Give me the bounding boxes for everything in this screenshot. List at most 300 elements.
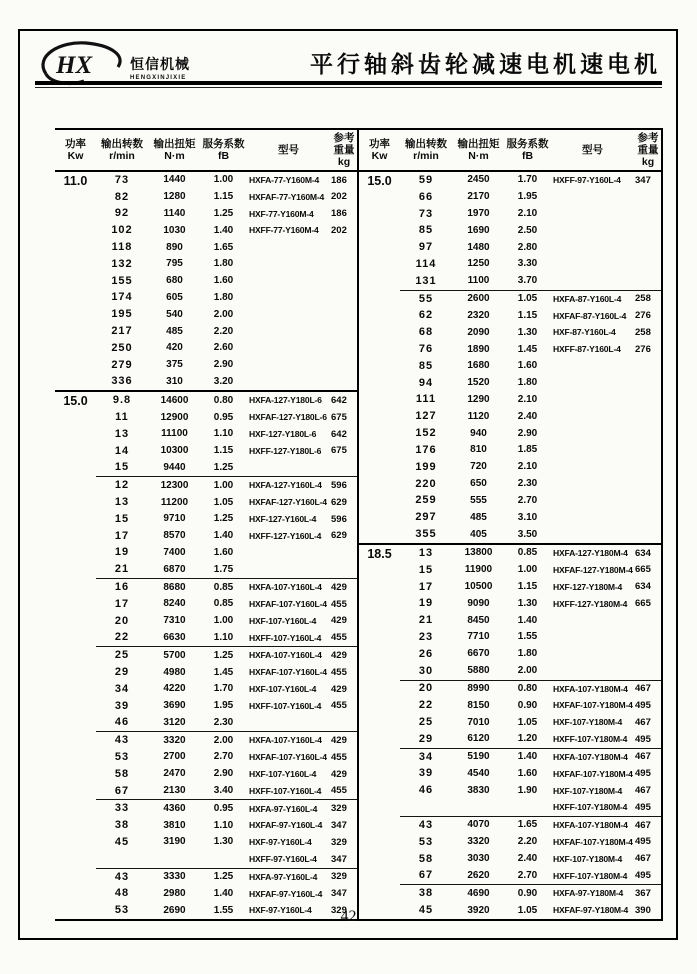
cell-weight: [331, 561, 358, 578]
cell-fb: 2.90: [517, 427, 538, 439]
cell-torque: 2130: [163, 785, 186, 797]
cell-fb: 2.70: [517, 494, 538, 506]
table-row: [359, 492, 662, 509]
cell-torque: 11900: [464, 564, 493, 576]
company-name-en: HENGXINJIXIE: [130, 74, 187, 81]
cell-torque: 2700: [163, 751, 186, 763]
cell-speed: 174: [111, 291, 133, 304]
table-row: [359, 731, 662, 748]
cell-weight: 455: [331, 785, 347, 797]
cell-torque: 405: [470, 528, 487, 540]
cell-speed: 22: [418, 699, 434, 712]
cell-model: HXFF-127-Y180M-4: [553, 598, 628, 609]
cell-fb: 3.40: [213, 785, 234, 797]
cell-weight: 629: [331, 496, 347, 508]
cell-speed: 34: [400, 748, 452, 765]
table-row: [359, 408, 662, 425]
cell-fb: 1.00: [201, 171, 246, 189]
cell-model: HXFF-107-Y180M-4: [553, 802, 628, 813]
table-row: [359, 171, 662, 189]
cell-torque: 5190: [452, 748, 505, 765]
cell-model: HXFAF-97-Y160L-4: [249, 820, 323, 831]
cell-weight: 329: [331, 904, 347, 916]
cell-weight: [331, 323, 358, 340]
cell-fb: 1.10: [213, 631, 234, 643]
cell-torque: 375: [166, 359, 183, 371]
cell-weight: [635, 256, 662, 273]
cell-speed: 38: [114, 819, 130, 832]
cell-weight: [635, 392, 662, 409]
cell-weight: 258: [635, 326, 651, 338]
cell-speed: 23: [418, 630, 434, 643]
cell-torque: 3330: [148, 868, 201, 885]
table-row: [359, 509, 662, 526]
cell-weight: 467: [635, 680, 662, 697]
cell-speed: 53: [114, 750, 130, 763]
cell-model: [246, 306, 331, 323]
cell-speed: 19: [114, 546, 130, 559]
spec-tables-container: [55, 128, 663, 921]
cell-speed: 68: [418, 326, 434, 339]
cell-fb: 0.85: [505, 544, 550, 562]
cell-fb: 1.55: [213, 904, 234, 916]
table-row: [359, 867, 662, 884]
cell-speed: 29: [418, 732, 434, 745]
cell-torque: 10300: [160, 445, 189, 457]
cell-weight: [635, 273, 662, 290]
cell-speed: 21: [418, 614, 434, 627]
cell-speed: 279: [111, 358, 133, 371]
cell-weight: 675: [331, 411, 347, 423]
cell-weight: 495: [635, 836, 651, 848]
cell-torque: 6870: [163, 563, 186, 575]
cell-weight: [635, 646, 662, 663]
table-row: [359, 714, 662, 731]
cell-weight: [635, 189, 662, 206]
cell-weight: [331, 239, 358, 256]
table-row: [359, 526, 662, 544]
cell-torque: 7310: [163, 615, 186, 627]
cell-torque: 9090: [467, 597, 490, 609]
cell-torque: 7710: [467, 631, 490, 643]
cell-speed: 13: [114, 427, 130, 440]
power-section: [359, 171, 662, 544]
cell-fb: 2.70: [213, 751, 234, 763]
cell-weight: 642: [331, 391, 358, 409]
cell-torque: 485: [470, 511, 487, 523]
cell-weight: [331, 460, 358, 477]
table-row: [359, 544, 662, 562]
cell-torque: 2090: [467, 326, 490, 338]
cell-weight: 347: [331, 819, 347, 831]
cell-model: HXFAF-97-Y180M-4: [553, 905, 629, 916]
table-row: [55, 477, 358, 494]
cell-torque: 3320: [467, 836, 490, 848]
cell-model: [550, 392, 635, 409]
cell-fb: 1.15: [517, 581, 538, 593]
cell-torque: 6630: [163, 631, 186, 643]
cell-weight: 467: [635, 817, 662, 834]
cell-model: HXFA-97-Y180M-4: [550, 885, 635, 902]
cell-fb: 1.40: [213, 224, 234, 236]
cell-model: [550, 206, 635, 223]
table-row: [55, 698, 358, 715]
cell-speed: 29: [114, 666, 130, 678]
column-header-torque: 输出扭矩 N·m: [148, 129, 201, 171]
cell-fb: 1.00: [213, 615, 234, 627]
cell-fb: 1.45: [213, 666, 234, 678]
cell-fb: 1.65: [505, 817, 550, 834]
cell-model: HXF-107-Y180M-4: [553, 785, 623, 796]
cell-fb: 2.20: [517, 836, 538, 848]
cell-model: [246, 290, 331, 307]
cell-fb: 1.15: [213, 191, 234, 203]
cell-fb: 2.90: [213, 768, 234, 780]
cell-model: HXFA-127-Y160L-4: [246, 477, 331, 494]
cell-weight: [635, 459, 662, 476]
cell-model: [246, 545, 331, 562]
table-row: [55, 528, 358, 545]
cell-weight: [331, 545, 358, 562]
cell-fb: 2.40: [517, 853, 538, 865]
table-row: [359, 766, 662, 783]
cell-torque: 4070: [452, 817, 505, 834]
cell-speed: 12: [96, 477, 148, 494]
cell-fb: 1.10: [213, 819, 234, 831]
cell-torque: 11100: [161, 428, 188, 440]
cell-model: HXFA-107-Y180M-4: [550, 817, 635, 834]
cell-speed: 15: [418, 563, 434, 576]
cell-weight: [331, 306, 358, 323]
cell-speed: 20: [400, 680, 452, 697]
cell-fb: 2.00: [201, 732, 246, 749]
cell-torque: 3810: [163, 819, 186, 831]
table-row: [55, 460, 358, 477]
cell-fb: 1.10: [213, 428, 234, 440]
cell-fb: 0.85: [201, 579, 246, 596]
cell-model: [550, 612, 635, 629]
cell-speed: 14: [114, 444, 130, 457]
table-row: [359, 646, 662, 663]
cell-model: [550, 629, 635, 646]
table-row: [55, 868, 358, 885]
cell-weight: [635, 425, 662, 442]
gear-motor-spec-table-right: [359, 128, 663, 921]
table-row: [55, 374, 358, 392]
cell-speed: 25: [418, 716, 434, 729]
cell-model: HXFF-107-Y160L-4: [249, 785, 322, 796]
cell-model: HXFAF-97-Y160L-4: [249, 888, 323, 899]
cell-speed: 297: [415, 511, 437, 524]
cell-speed: 33: [96, 800, 148, 817]
cell-weight: 429: [331, 768, 347, 780]
cell-model: HXFA-97-Y160L-4: [246, 800, 331, 817]
cell-torque: 795: [166, 258, 183, 270]
cell-torque: 2170: [467, 191, 490, 203]
cell-fb: [201, 851, 246, 868]
cell-model: [550, 239, 635, 256]
cell-speed: 217: [111, 325, 133, 338]
cell-model: HXF-87-Y160L-4: [553, 327, 616, 338]
table-row: [55, 766, 358, 783]
cell-fb: 1.80: [213, 291, 234, 303]
cell-weight: [331, 357, 358, 374]
cell-model: HXFF-107-Y160L-4: [249, 700, 322, 711]
table-row: [359, 206, 662, 223]
cell-fb: 1.70: [505, 171, 550, 189]
cell-torque: 12300: [148, 477, 201, 494]
cell-model: [550, 408, 635, 425]
cell-model: HXFAF-127-Y160L-4: [249, 497, 327, 508]
cell-torque: 3690: [163, 700, 186, 712]
table-row: [55, 851, 358, 868]
cell-torque: 3120: [163, 716, 186, 728]
cell-weight: 186: [331, 171, 358, 189]
cell-speed: 118: [111, 241, 133, 254]
cell-torque: 8570: [163, 530, 186, 542]
table-row: [359, 851, 662, 868]
table-row: [359, 476, 662, 493]
cell-model: [550, 273, 635, 290]
table-row: [55, 885, 358, 902]
cell-speed: 45: [418, 904, 434, 917]
cell-model: HXFAF-127-Y180L-6: [249, 412, 327, 423]
cell-weight: [635, 509, 662, 526]
table-row: [359, 595, 662, 612]
cell-weight: [635, 476, 662, 493]
cell-torque: 3830: [467, 784, 490, 796]
cell-torque: 3320: [148, 732, 201, 749]
column-header-model: 型号: [246, 129, 331, 171]
cell-fb: 3.70: [517, 275, 538, 287]
cell-weight: 665: [635, 564, 651, 576]
table-row: [55, 817, 358, 834]
cell-fb: 3.30: [517, 258, 538, 270]
table-row: [55, 715, 358, 732]
cell-torque: 1520: [467, 377, 490, 389]
cell-weight: [635, 358, 662, 375]
cell-fb: 1.30: [517, 326, 538, 338]
cell-model: HXFF-127-Y160L-4: [249, 530, 322, 541]
cell-fb: 1.80: [517, 377, 538, 389]
cell-fb: 1.05: [517, 904, 538, 916]
cell-speed: 17: [114, 529, 130, 542]
cell-fb: 1.45: [517, 343, 538, 355]
cell-weight: [331, 715, 358, 732]
cell-speed: 9.8: [96, 391, 148, 409]
cell-speed: 25: [96, 647, 148, 664]
cell-weight: 596: [331, 513, 347, 525]
cell-weight: [635, 612, 662, 629]
cell-speed: 53: [114, 904, 130, 917]
cell-fb: 1.25: [213, 513, 234, 525]
cell-speed: 76: [418, 343, 434, 356]
cell-speed: 43: [400, 817, 452, 834]
cell-model: HXFAF-77-Y160M-4: [249, 191, 325, 202]
table-row: [359, 290, 662, 307]
cell-fb: 1.60: [517, 767, 538, 779]
cell-weight: [635, 222, 662, 239]
cell-speed: 67: [418, 869, 434, 882]
cell-model: HXFAF-107-Y180M-4: [553, 700, 633, 711]
table-row: [55, 273, 358, 290]
cell-model: HXFA-87-Y160L-4: [550, 290, 635, 307]
cell-speed: 195: [111, 308, 133, 321]
cell-model: HXF-77-Y160M-4: [249, 208, 314, 219]
cell-speed: 53: [418, 835, 434, 848]
cell-torque: 2690: [163, 904, 186, 916]
cell-model: [550, 476, 635, 493]
table-row: [359, 782, 662, 799]
cell-speed: 17: [418, 580, 434, 593]
cell-torque: 13800: [452, 544, 505, 562]
cell-fb: 2.10: [517, 393, 538, 405]
cell-torque: 8240: [163, 598, 186, 610]
cell-torque: 4220: [163, 683, 186, 695]
cell-speed: 336: [111, 375, 133, 388]
cell-model: [550, 189, 635, 206]
cell-torque: 2450: [452, 171, 505, 189]
cell-fb: 2.10: [517, 208, 538, 220]
cell-fb: 1.30: [213, 836, 234, 848]
cell-weight: [635, 663, 662, 680]
cell-weight: 495: [635, 733, 651, 745]
cell-speed: 45: [114, 835, 130, 848]
cell-weight: 347: [331, 888, 347, 900]
cell-torque: 1100: [467, 275, 490, 287]
table-row: [55, 596, 358, 613]
cell-fb: 3.50: [517, 528, 538, 540]
cell-torque: 4980: [163, 666, 186, 678]
table-row: [55, 306, 358, 323]
table-row: [55, 749, 358, 766]
table-row: [55, 239, 358, 256]
cell-weight: [331, 273, 358, 290]
cell-model: HXFAF-107-Y160L-4: [249, 752, 327, 763]
table-row: [55, 443, 358, 460]
cell-torque: 650: [470, 478, 487, 490]
column-header-service-factor: 服务系数 fB: [201, 129, 246, 171]
table-header-row: [55, 129, 358, 171]
cell-model: HXFF-107-Y180M-4: [553, 734, 628, 745]
cell-model: HXF-107-Y160L-4: [249, 615, 317, 626]
cell-model: HXFAF-107-Y160L-4: [249, 667, 327, 678]
cell-weight: 329: [331, 836, 347, 848]
cell-torque: 3030: [467, 853, 490, 865]
cell-model: [550, 526, 635, 544]
cell-torque: 940: [470, 427, 487, 439]
cell-torque: 11200: [160, 496, 189, 508]
cell-speed: 59: [400, 171, 452, 189]
table-row: [359, 341, 662, 358]
cell-fb: 2.20: [213, 325, 234, 337]
cell-fb: 1.65: [213, 241, 234, 253]
cell-torque: 1890: [467, 343, 490, 355]
cell-weight: 665: [635, 598, 651, 610]
cell-fb: 2.10: [517, 461, 538, 473]
cell-torque: 1680: [467, 360, 490, 372]
table-row: [359, 442, 662, 459]
cell-torque: 3190: [163, 836, 186, 848]
page-number: 42: [340, 908, 357, 925]
table-row: [359, 579, 662, 596]
table-row: [55, 630, 358, 647]
cell-fb: 2.50: [517, 224, 538, 236]
table-row: [55, 511, 358, 528]
cell-speed: 30: [418, 664, 434, 677]
table-row: [359, 562, 662, 579]
cell-weight: [635, 442, 662, 459]
cell-fb: 1.15: [213, 445, 234, 457]
cell-weight: 495: [635, 699, 651, 711]
cell-speed: 39: [114, 699, 130, 712]
cell-model: HXFAF-107-Y180M-4: [553, 836, 633, 847]
cell-torque: 14600: [148, 391, 201, 409]
cell-weight: 202: [331, 191, 347, 203]
cell-speed: 73: [96, 171, 148, 189]
cell-torque: 4360: [148, 800, 201, 817]
cell-fb: 0.85: [213, 598, 234, 610]
cell-speed: 97: [418, 241, 434, 254]
cell-fb: 1.05: [517, 716, 538, 728]
cell-model: [550, 425, 635, 442]
table-row: [55, 391, 358, 409]
cell-speed: 16: [96, 579, 148, 596]
company-name-block: [130, 54, 190, 81]
column-header-weight: 参考重量 kg: [635, 129, 662, 171]
table-row: [359, 663, 662, 680]
cell-weight: [635, 492, 662, 509]
cell-model: HXF-97-Y160L-4: [249, 905, 312, 916]
power-section: [55, 171, 358, 391]
cell-torque: 555: [470, 494, 487, 506]
cell-torque: [452, 799, 505, 816]
cell-fb: 2.80: [517, 241, 538, 253]
table-row: [359, 885, 662, 902]
cell-model: HXFA-107-Y180M-4: [550, 748, 635, 765]
cell-model: [246, 323, 331, 340]
cell-weight: 329: [331, 868, 358, 885]
cell-fb: 1.40: [505, 748, 550, 765]
cell-weight: 467: [635, 785, 651, 797]
cell-speed: 22: [114, 631, 130, 644]
cell-weight: [331, 340, 358, 357]
cell-model: HXFA-127-Y180L-6: [246, 391, 331, 409]
cell-speed: 58: [418, 852, 434, 865]
cell-model: HXFAF-127-Y180M-4: [553, 564, 633, 575]
cell-speed: 82: [114, 190, 130, 203]
power-value-cell: 15.0: [55, 391, 96, 920]
cell-weight: 276: [635, 343, 651, 355]
cell-model: [550, 222, 635, 239]
cell-torque: 1140: [163, 207, 186, 219]
cell-torque: 540: [166, 308, 183, 320]
cell-model: HXF-127-Y160L-4: [249, 514, 317, 525]
cell-fb: 1.30: [517, 597, 538, 609]
cell-weight: 495: [635, 801, 651, 813]
cell-torque: 2600: [452, 290, 505, 307]
table-row: [359, 222, 662, 239]
cell-torque: 10500: [464, 581, 493, 593]
table-row: [55, 340, 358, 357]
cell-torque: 1480: [467, 241, 490, 253]
cell-fb: 1.00: [201, 477, 246, 494]
cell-model: HXFA-107-Y180M-4: [550, 680, 635, 697]
cell-model: [550, 492, 635, 509]
cell-torque: 310: [166, 375, 183, 387]
cell-model: HXFAF-107-Y160L-4: [249, 599, 327, 610]
cell-fb: 1.75: [213, 563, 234, 575]
